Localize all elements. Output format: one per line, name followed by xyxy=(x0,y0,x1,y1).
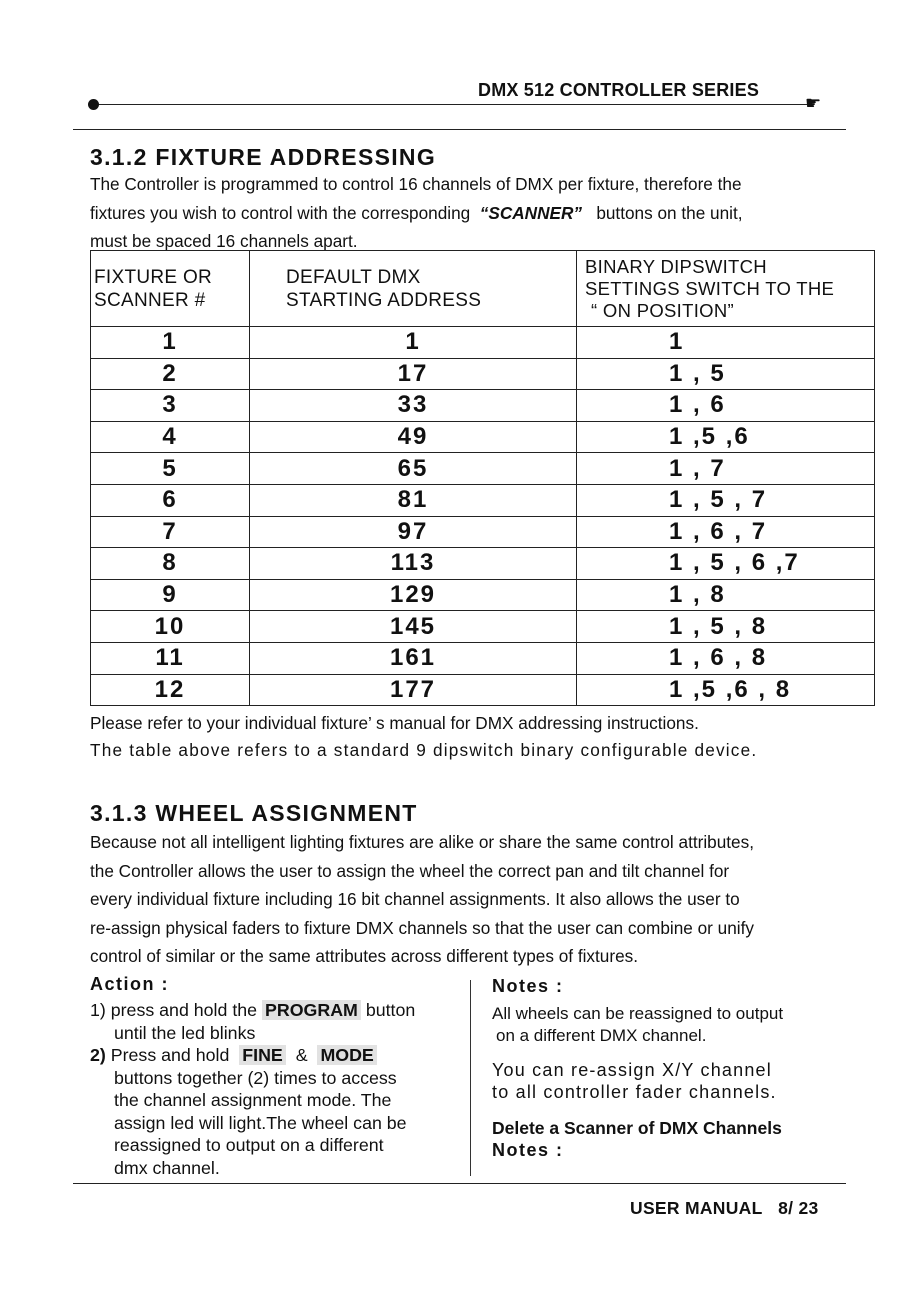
step-1-prefix: 1) press and hold the xyxy=(90,1000,258,1020)
step-2-number: 2) xyxy=(90,1045,106,1065)
notes-text-2-line: You can re-assign X/Y channel xyxy=(492,1060,772,1080)
header-fixture-col xyxy=(91,251,250,327)
fixture-number: 2 xyxy=(91,358,250,390)
header-dipswitch-line: SETTINGS SWITCH TO THE xyxy=(585,278,835,299)
step-1-line-2: until the led blinks xyxy=(114,1022,256,1043)
table-row xyxy=(91,548,875,580)
bottom-rule xyxy=(73,1183,846,1184)
fixture-number: 5 xyxy=(91,453,250,485)
fixture-number: 4 xyxy=(91,421,250,453)
dipswitch-setting: 1 ,5 ,6 , 8 xyxy=(577,674,875,706)
page-number: 8/ 23 xyxy=(778,1198,819,1218)
dmx-start-address: 33 xyxy=(250,390,577,422)
column-divider xyxy=(470,980,471,1176)
header-dipswitch-line: BINARY DIPSWITCH xyxy=(585,256,767,277)
fixture-number: 9 xyxy=(91,579,250,611)
action-heading: Action : xyxy=(90,974,169,994)
table-row xyxy=(91,421,875,453)
table-row xyxy=(91,358,875,390)
ampersand: & xyxy=(295,1045,308,1065)
dmx-start-address: 81 xyxy=(250,484,577,516)
fixture-number: 6 xyxy=(91,484,250,516)
notes-text-2 xyxy=(492,1059,777,1103)
step-2-line: buttons together (2) times to access xyxy=(114,1067,397,1088)
delete-scanner-heading: Delete a Scanner of DMX Channels xyxy=(492,1118,782,1138)
dipswitch-setting: 1 , 5 , 6 ,7 xyxy=(577,548,875,580)
dipswitch-setting: 1 , 6 , 7 xyxy=(577,516,875,548)
step-1-line-1 xyxy=(90,999,415,1022)
fixture-number: 12 xyxy=(91,674,250,706)
step-2-line-1 xyxy=(90,1044,415,1067)
table-header-row xyxy=(91,251,875,327)
table-row xyxy=(91,642,875,674)
wheel-line: re-assign physical faders to fixture DMX channels so that the user can combine or unify xyxy=(90,917,754,938)
footer xyxy=(630,1198,819,1219)
wheel-line: Because not all intelligent lighting fixtures are alike or share the same control attributes, xyxy=(90,832,754,852)
dipswitch-setting: 1 xyxy=(577,327,875,359)
step-1-suffix: button xyxy=(365,1000,416,1020)
step-2-line: assign led will light.The wheel can be xyxy=(114,1112,407,1133)
header-dipswitch-line: “ ON POSITION” xyxy=(591,300,734,321)
intro-line-2 xyxy=(90,199,743,228)
dipswitch-setting: 1 , 6 , 8 xyxy=(577,642,875,674)
header-divider xyxy=(92,104,810,105)
dmx-start-address: 65 xyxy=(250,453,577,485)
notes-text-1 xyxy=(492,1003,783,1047)
step-2-line: dmx channel. xyxy=(114,1157,220,1178)
step-2-prefix: Press and hold xyxy=(110,1045,230,1065)
dmx-start-address: 177 xyxy=(250,674,577,706)
notes-heading: Notes : xyxy=(492,976,564,996)
dmx-start-address: 1 xyxy=(250,327,577,359)
wheel-line: every individual fixture including 16 bit channel assignments. It also allows the user to xyxy=(90,889,740,909)
wheel-line: control of similar or the same attributes across different types of fixtures. xyxy=(90,946,639,966)
dipswitch-setting: 1 ,5 ,6 xyxy=(577,421,875,453)
fine-key-label: FINE xyxy=(239,1045,286,1065)
table-note-1: Please refer to your individual fixture’ s manual for DMX addressing instructions. xyxy=(90,713,699,733)
header-fixture-line: SCANNER # xyxy=(94,289,206,311)
dmx-start-address: 113 xyxy=(250,548,577,580)
dipswitch-setting: 1 , 8 xyxy=(577,579,875,611)
dipswitch-setting: 1 , 6 xyxy=(577,390,875,422)
table-note-2: The table above refers to a standard 9 dipswitch binary configurable device. xyxy=(90,740,758,760)
fixture-number: 11 xyxy=(91,642,250,674)
dipswitch-setting: 1 , 5 , 8 xyxy=(577,611,875,643)
scanner-keyword: “SCANNER” xyxy=(479,202,582,223)
step-2-line: the channel assignment mode. The xyxy=(114,1090,392,1110)
table-row xyxy=(91,611,875,643)
header-fixture-line: FIXTURE OR xyxy=(94,266,213,288)
fixture-number: 1 xyxy=(91,327,250,359)
footer-label: USER MANUAL xyxy=(630,1198,763,1218)
dipswitch-setting: 1 , 5 xyxy=(577,358,875,390)
header-address-line: STARTING ADDRESS xyxy=(286,289,482,311)
intro-paragraph xyxy=(90,170,743,256)
intro-line-3: must be spaced 16 channels apart. xyxy=(90,231,358,251)
top-rule xyxy=(73,129,846,130)
dipswitch-setting: 1 , 7 xyxy=(577,453,875,485)
step-2-line: reassigned to output on a different xyxy=(114,1135,384,1155)
dmx-start-address: 145 xyxy=(250,611,577,643)
table-row xyxy=(91,453,875,485)
fixture-address-table xyxy=(90,250,875,706)
fixture-number: 10 xyxy=(91,611,250,643)
table-row xyxy=(91,674,875,706)
section-title-wheel-assignment: 3.1.3 WHEEL ASSIGNMENT xyxy=(90,800,418,826)
table-row xyxy=(91,516,875,548)
section-title-fixture-addressing: 3.1.2 FIXTURE ADDRESSING xyxy=(90,144,437,170)
mode-key-label: MODE xyxy=(317,1045,376,1065)
dipswitch-setting: 1 , 5 , 7 xyxy=(577,484,875,516)
wheel-line: the Controller allows the user to assign the wheel the correct pan and tilt channel for xyxy=(90,860,730,881)
table-row xyxy=(91,579,875,611)
notes-text-1-line: on a different DMX channel. xyxy=(496,1026,707,1045)
table-row xyxy=(91,327,875,359)
fixture-number: 8 xyxy=(91,548,250,580)
intro-line-2-end: buttons on the unit, xyxy=(596,202,743,223)
table-row xyxy=(91,484,875,516)
notes-text-2-line: to all controller fader channels. xyxy=(492,1082,777,1102)
dmx-start-address: 49 xyxy=(250,421,577,453)
pointing-hand-icon: ☛ xyxy=(805,93,822,113)
intro-line-2-start: fixtures you wish to control with the corresponding xyxy=(90,202,471,223)
intro-line-1: The Controller is programmed to control 16 channels of DMX per fixture, therefore the xyxy=(90,174,742,194)
wheel-paragraph xyxy=(90,828,754,971)
program-key-label: PROGRAM xyxy=(262,1000,361,1020)
dmx-start-address: 161 xyxy=(250,642,577,674)
table-row xyxy=(91,390,875,422)
header-address-line: DEFAULT DMX xyxy=(286,266,421,288)
header-series-title: DMX 512 CONTROLLER SERIES xyxy=(478,80,760,100)
bullet-dot-icon xyxy=(88,99,99,110)
notes-text-1-line: All wheels can be reassigned to output xyxy=(492,1004,784,1023)
header-dipswitch-col xyxy=(577,251,875,327)
dmx-start-address: 97 xyxy=(250,516,577,548)
dmx-start-address: 129 xyxy=(250,579,577,611)
fixture-number: 3 xyxy=(91,390,250,422)
header-address-col xyxy=(250,251,577,327)
action-steps xyxy=(90,999,415,1179)
notes-heading-2: Notes : xyxy=(492,1140,564,1160)
fixture-number: 7 xyxy=(91,516,250,548)
dmx-start-address: 17 xyxy=(250,358,577,390)
